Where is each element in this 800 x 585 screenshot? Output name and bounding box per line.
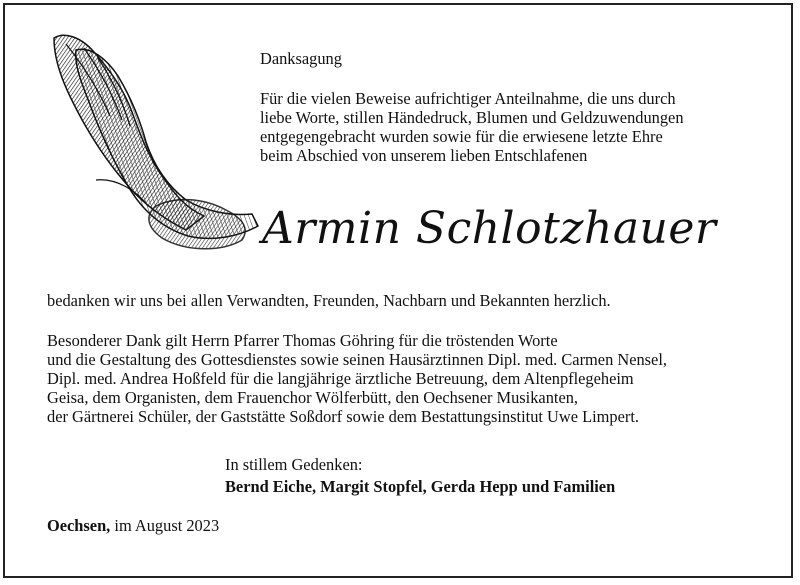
intro-line: liebe Worte, stillen Händedruck, Blumen und Geldzuwendungen: [260, 108, 684, 127]
notice-title: Danksagung: [260, 49, 342, 68]
mourners-names: Bernd Eiche, Margit Stopfel, Gerda Hepp und Familien: [225, 477, 616, 496]
special-thanks-line: Besonderer Dank gilt Herrn Pfarrer Thomas Göhring für die tröstenden Worte: [47, 331, 558, 350]
intro-line: beim Abschied von unserem lieben Entschlafenen: [260, 146, 588, 165]
memorial-label: In stillem Gedenken:: [225, 455, 363, 474]
thanks-line: bedanken wir uns bei allen Verwandten, Freunden, Nachbarn und Bekannten herzlich.: [47, 291, 611, 310]
praying-hands-icon: [36, 30, 262, 260]
intro-line: Für die vielen Beweise aufrichtiger Anteilnahme, die uns durch: [260, 89, 676, 108]
special-thanks-line: Dipl. med. Andrea Hoßfeld für die langjährige ärztliche Betreuung, dem Altenpflegeheim: [47, 369, 634, 388]
special-thanks-paragraph: [47, 331, 667, 426]
intro-line: entgegengebracht wurden sowie für die erwiesene letzte Ehre: [260, 127, 663, 146]
special-thanks-line: der Gärtnerei Schüler, der Gaststätte Soßdorf sowie dem Bestattungsinstitut Uwe Limpert.: [47, 407, 639, 426]
place-name: Oechsen,: [47, 516, 111, 535]
place-date: [47, 516, 219, 535]
special-thanks-line: und die Gestaltung des Gottesdienstes sowie seinen Hausärztinnen Dipl. med. Carmen Nensel,: [47, 350, 667, 369]
intro-paragraph: [260, 89, 684, 165]
deceased-name: Armin Schlotzhauer: [262, 203, 717, 254]
notice-date: im August 2023: [114, 516, 220, 535]
special-thanks-line: Geisa, dem Organisten, dem Frauenchor Wölferbütt, den Oechsener Musikanten,: [47, 388, 579, 407]
